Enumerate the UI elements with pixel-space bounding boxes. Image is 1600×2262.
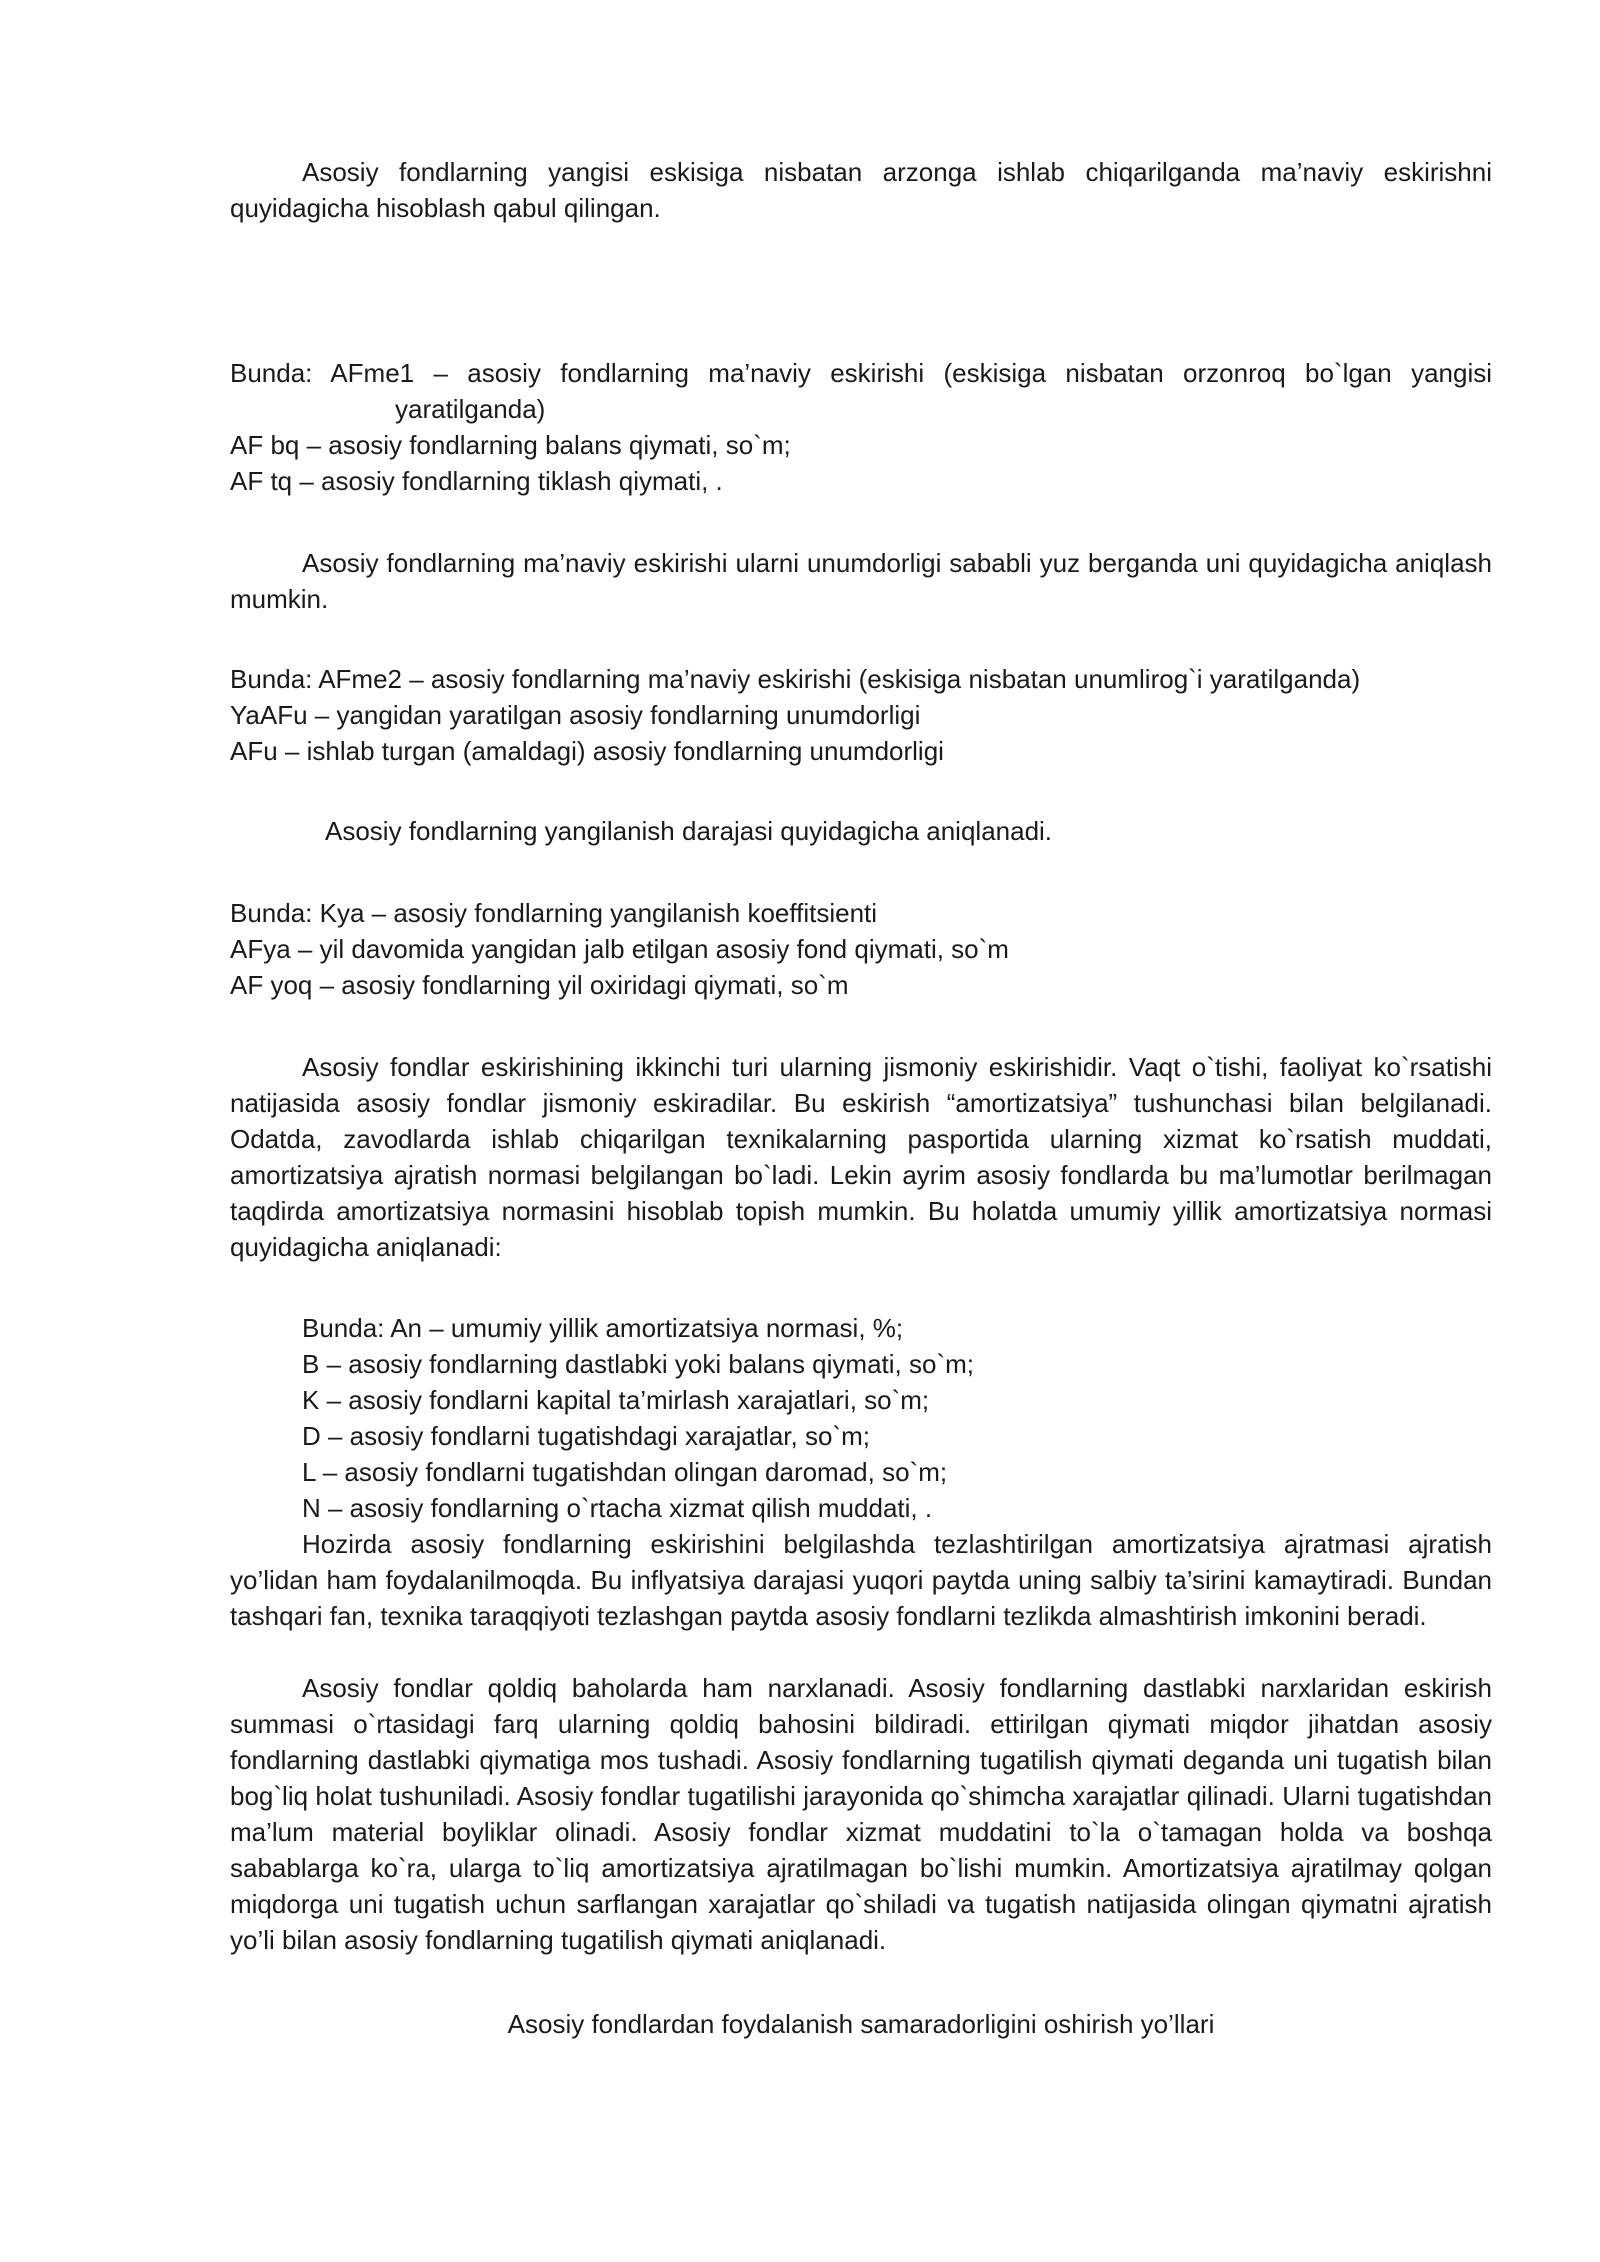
renewal-heading: Asosiy fondlarning yangilanish darajasi quyidagicha aniqlanadi. — [325, 816, 1053, 846]
legend-afme2 — [230, 661, 1492, 769]
legend-line: Bunda: AFme2 – asosiy fondlarning ma’naviy eskirishi (eskisiga nisbatan unumlirog`i yaratilganda) — [230, 664, 1361, 694]
paragraph-residual: Asosiy fondlar qoldiq baholarda ham narxlanadi. Asosiy fondlarning dastlabki narxlaridan eskirish summasi o`rtasidagi farq ularning qoldiq bahosini bildiradi. ettirilgan qiymati miqdor jihatdan asosiy fondlarning dastlabki qiymatiga mos tushadi. Asosiy fondlarning tugatilish qiymati deganda uni tugatish bilan bog`liq holat tushuniladi. Asosiy fondlar tugatilishi jarayonida qo`shimcha xarajatlar qilinadi. Ularni tugatishdan ma’lum material boyliklar olinadi. Asosiy fondlar xizmat muddatini to`la o`tamagan holda va boshqa sabablarga ko`ra, ularga to`liq amortizatsiya ajratilmagan bo`lishi mumkin. Amortizatsiya ajratilmay qolgan miqdorga uni tugatish uchun sarflangan xarajatlar qo`shiladi va tugatish natijasida olingan qiymatni ajratish yo’li bilan asosiy fondlarning tugatilish qiymati aniqlanadi. — [230, 1673, 1492, 1955]
legend-line: AFya – yil davomida yangidan jalb etilgan asosiy fond qiymati, so`m — [230, 934, 1009, 964]
legend-line: AF yoq – asosiy fondlarning yil oxiridagi qiymati, so`m — [230, 970, 849, 1000]
paragraph-intro: Asosiy fondlarning yangisi eskisiga nisbatan arzonga ishlab chiqarilganda ma’naviy eskirishni quyidagicha hisoblash qabul qilingan. — [230, 157, 1492, 223]
paragraph-productivity: Asosiy fondlarning ma’naviy eskirishi ularni unumdorligi sababli yuz berganda uni quyidagicha aniqlash mumkin. — [230, 548, 1492, 614]
legend-line: Bunda: AFme1 – asosiy fondlarning ma’naviy eskirishi (eskisiga nisbatan orzonroq bo`lgan yangisi yaratilganda) — [230, 358, 1492, 424]
legend-line: B – asosiy fondlarning dastlabki yoki balans qiymati, so`m; — [302, 1349, 974, 1379]
legend-line: AF tq – asosiy fondlarning tiklash qiymati, . — [230, 466, 723, 496]
paragraph-physical-wear: Asosiy fondlar eskirishining ikkinchi turi ularning jismoniy eskirishidir. Vaqt o`tishi, faoliyat ko`rsatishi natijasida asosiy fondlar jismoniy eskiradilar. Bu eskirish “amortizatsiya” tushunchasi bilan belgilanadi. Odatda, zavodlarda ishlab chiqarilgan texnikalarning pasportida ularning xizmat ko`rsatish muddati, amortizatsiya ajratish normasi belgilangan bo`ladi. Lekin ayrim asosiy fondlarda bu ma’lumotlar berilmagan taqdirda amortizatsiya normasini hisoblab topish mumkin. Bu holatda umumiy yillik amortizatsiya normasi quyidagicha aniqlanadi: — [230, 1052, 1492, 1262]
legend-kya — [230, 895, 1492, 1003]
legend-line: Bunda: Kya – asosiy fondlarning yangilanish koeffitsienti — [230, 898, 878, 928]
legend-amortization — [230, 1310, 1492, 1526]
legend-line: N – asosiy fondlarning o`rtacha xizmat qilish muddati, . — [302, 1493, 933, 1523]
legend-line: K – asosiy fondlarni kapital ta’mirlash xarajatlari, so`m; — [302, 1385, 930, 1415]
legend-line: AFu – ishlab turgan (amaldagi) asosiy fondlarning unumdorligi — [230, 736, 944, 766]
paragraph-accelerated: Hozirda asosiy fondlarning eskirishini belgilashda tezlashtirilgan amortizatsiya ajratmasi ajratish yo’lidan ham foydalanilmoqda. Bu inflyatsiya darajasi yuqori paytda uning salbiy ta’sirini kamaytiradi. Bundan tashqari fan, texnika taraqqiyoti tezlashgan paytda asosiy fondlarni tezlikda almashtirish imkonini beradi. — [230, 1529, 1492, 1631]
legend-line: L – asosiy fondlarni tugatishdan olingan daromad, so`m; — [302, 1457, 948, 1487]
legend-line: D – asosiy fondlarni tugatishdagi xarajatlar, so`m; — [302, 1421, 870, 1451]
legend-line: YaAFu – yangidan yaratilgan asosiy fondlarning unumdorligi — [230, 700, 921, 730]
legend-afme1 — [230, 355, 1492, 499]
section-heading: Asosiy fondlardan foydalanish samaradorligini oshirish yo’llari — [507, 2009, 1215, 2039]
legend-line: AF bq – asosiy fondlarning balans qiymati, so`m; — [230, 430, 791, 460]
legend-line: Bunda: An – umumiy yillik amortizatsiya normasi, %; — [302, 1313, 904, 1343]
